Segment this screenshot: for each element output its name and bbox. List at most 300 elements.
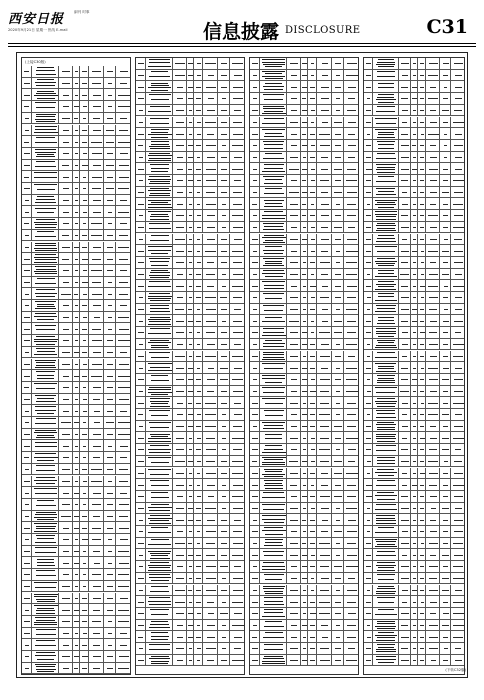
table-cell: [250, 163, 260, 174]
text-glyph: [196, 286, 201, 287]
text-glyph: [62, 481, 70, 482]
text-glyph: [444, 239, 448, 240]
text-glyph: [138, 134, 144, 135]
text-glyph: [107, 118, 113, 119]
text-glyph: [189, 344, 193, 345]
table-cell: [22, 300, 32, 311]
table-cell: [59, 125, 72, 136]
text-glyph: [107, 177, 114, 178]
text-glyph: [263, 586, 285, 587]
table-cell: [441, 444, 451, 455]
text-glyph: [189, 602, 192, 603]
text-glyph: [25, 668, 29, 669]
text-glyph: [454, 496, 463, 497]
text-glyph: [222, 204, 226, 205]
table-cell: [105, 487, 116, 498]
table-cell: [73, 101, 81, 112]
table-row: [22, 499, 130, 511]
text-glyph: [311, 204, 314, 205]
table-row: [136, 269, 244, 281]
table-cell: [89, 277, 104, 288]
table-cell: [89, 557, 104, 568]
table-cell: [399, 269, 411, 280]
text-glyph: [120, 598, 128, 599]
text-glyph: [366, 122, 370, 123]
table-cell: [441, 585, 451, 596]
text-glyph: [444, 145, 448, 146]
text-glyph: [35, 406, 57, 407]
table-row: [250, 456, 358, 468]
table-cell: [105, 370, 116, 381]
text-glyph: [177, 414, 182, 415]
table-cell: [333, 491, 344, 502]
table-cell: [451, 327, 465, 338]
table-cell: [219, 421, 230, 432]
text-glyph: [207, 602, 214, 603]
table-cell: [418, 585, 426, 596]
text-glyph: [322, 75, 328, 76]
text-glyph: [376, 403, 397, 404]
text-glyph: [139, 122, 143, 123]
table-cell: [441, 257, 451, 268]
table-cell: [89, 89, 104, 100]
text-glyph: [375, 532, 397, 533]
table-cell: [22, 476, 32, 487]
text-glyph: [291, 87, 297, 88]
table-cell: [411, 631, 418, 642]
table-cell: [59, 417, 72, 428]
table-cell: [364, 432, 373, 443]
text-glyph: [108, 282, 112, 283]
table-cell: [22, 546, 32, 557]
text-glyph: [262, 215, 286, 216]
table-row: [136, 549, 244, 561]
table-cell: [301, 549, 309, 560]
table-cell: [333, 468, 344, 479]
table-cell: [260, 561, 288, 572]
text-glyph: [334, 169, 342, 170]
table-row: [136, 304, 244, 316]
table-cell: [173, 503, 186, 514]
text-glyph: [265, 246, 282, 247]
text-glyph: [150, 193, 170, 194]
table-cell: [250, 327, 260, 338]
table-cell: [250, 409, 260, 420]
text-glyph: [443, 485, 448, 486]
text-glyph: [375, 509, 397, 510]
text-glyph: [35, 664, 56, 665]
text-glyph: [188, 426, 192, 427]
text-glyph: [118, 621, 129, 622]
text-glyph: [366, 239, 372, 240]
table-cell: [80, 499, 89, 510]
text-glyph: [221, 157, 227, 158]
table-cell: [32, 581, 60, 592]
text-glyph: [34, 95, 58, 96]
table-cell: [230, 327, 246, 338]
text-glyph: [402, 75, 408, 76]
text-glyph: [82, 539, 88, 540]
table-cell: [364, 280, 373, 291]
text-glyph: [138, 192, 144, 193]
text-glyph: [263, 305, 284, 306]
text-glyph: [400, 391, 409, 392]
table-cell: [301, 351, 309, 362]
text-glyph: [177, 180, 183, 181]
table-cell: [187, 573, 195, 584]
text-glyph: [35, 149, 56, 150]
table-cell: [80, 113, 89, 124]
table-cell: [59, 452, 72, 463]
text-glyph: [233, 297, 242, 298]
text-glyph: [442, 578, 449, 579]
table-cell: [116, 394, 132, 405]
text-glyph: [303, 227, 307, 228]
text-glyph: [188, 590, 192, 591]
text-glyph: [139, 157, 143, 158]
text-glyph: [303, 309, 306, 310]
table-cell: [146, 538, 174, 549]
text-glyph: [93, 446, 101, 447]
table-cell: [136, 432, 146, 443]
text-glyph: [232, 473, 243, 474]
table-cell: [219, 222, 230, 233]
text-glyph: [206, 461, 215, 462]
table-cell: [194, 327, 203, 338]
text-glyph: [234, 637, 242, 638]
text-glyph: [289, 461, 298, 462]
text-glyph: [264, 601, 283, 602]
text-glyph: [252, 660, 257, 661]
text-glyph: [176, 321, 185, 322]
table-cell: [441, 93, 451, 104]
text-glyph: [62, 621, 71, 622]
table-cell: [105, 628, 116, 639]
table-cell: [73, 382, 81, 393]
text-glyph: [420, 508, 424, 509]
text-glyph: [430, 157, 437, 158]
table-cell: [80, 335, 89, 346]
table-cell: [364, 128, 373, 139]
text-glyph: [430, 613, 436, 614]
table-cell: [411, 491, 418, 502]
table-row: [250, 128, 358, 140]
text-glyph: [265, 261, 282, 262]
table-cell: [173, 81, 186, 92]
text-glyph: [401, 169, 409, 170]
table-row: [364, 456, 464, 468]
table-cell: [426, 491, 440, 502]
text-glyph: [188, 180, 192, 181]
table-cell: [250, 397, 260, 408]
table-cell: [344, 292, 360, 303]
table-cell: [426, 292, 440, 303]
table-cell: [194, 631, 203, 642]
table-cell: [418, 479, 426, 490]
table-cell: [308, 81, 317, 92]
table-cell: [441, 198, 451, 209]
text-glyph: [176, 227, 183, 228]
text-glyph: [151, 71, 168, 72]
table-row: [22, 394, 130, 406]
table-cell: [399, 409, 411, 420]
table-cell: [287, 479, 300, 490]
table-cell: [136, 538, 146, 549]
text-glyph: [429, 332, 437, 333]
text-glyph: [421, 543, 424, 544]
table-cell: [333, 573, 344, 584]
text-glyph: [336, 555, 341, 556]
table-cell: [203, 257, 218, 268]
table-cell: [219, 257, 230, 268]
text-glyph: [453, 403, 464, 404]
text-glyph: [63, 340, 68, 341]
text-glyph: [34, 383, 57, 384]
table-cell: [187, 655, 195, 666]
table-cell: [373, 234, 399, 245]
table-cell: [105, 101, 116, 112]
text-glyph: [366, 157, 371, 158]
text-glyph: [119, 177, 129, 178]
text-glyph: [220, 379, 227, 380]
text-glyph: [413, 578, 416, 579]
text-glyph: [107, 235, 113, 236]
text-glyph: [264, 574, 284, 575]
table-cell: [373, 643, 399, 654]
table-cell: [260, 339, 288, 350]
text-glyph: [149, 281, 170, 282]
text-glyph: [75, 504, 78, 505]
table-cell: [59, 78, 72, 89]
text-glyph: [63, 551, 70, 552]
text-glyph: [34, 339, 58, 340]
table-cell: [59, 511, 72, 522]
text-glyph: [376, 555, 395, 556]
table-cell: [308, 397, 317, 408]
text-glyph: [377, 228, 395, 229]
table-cell: [441, 596, 451, 607]
text-glyph: [197, 75, 201, 76]
text-glyph: [208, 496, 214, 497]
text-glyph: [189, 122, 192, 123]
table-cell: [250, 608, 260, 619]
table-cell: [187, 140, 195, 151]
table-cell: [146, 117, 174, 128]
table-cell: [411, 117, 418, 128]
text-glyph: [348, 157, 355, 158]
table-cell: [411, 479, 418, 490]
table-cell: [364, 386, 373, 397]
text-glyph: [420, 344, 424, 345]
text-glyph: [264, 148, 283, 149]
table-row: [250, 468, 358, 480]
text-glyph: [290, 602, 298, 603]
text-glyph: [430, 122, 437, 123]
text-glyph: [138, 227, 143, 228]
table-cell: [59, 651, 72, 662]
table-cell: [441, 152, 451, 163]
text-glyph: [35, 442, 57, 443]
text-glyph: [290, 648, 299, 649]
table-cell: [105, 464, 116, 475]
table-cell: [426, 643, 440, 654]
table-cell: [146, 608, 174, 619]
text-glyph: [61, 294, 70, 295]
table-cell: [399, 608, 411, 619]
text-glyph: [63, 574, 68, 575]
text-glyph: [139, 215, 143, 216]
table-cell: [32, 359, 60, 370]
table-cell: [80, 78, 89, 89]
text-glyph: [234, 75, 242, 76]
table-cell: [187, 93, 195, 104]
table-cell: [451, 362, 465, 373]
text-glyph: [75, 282, 78, 283]
table-cell: [230, 456, 246, 467]
table-row: [22, 148, 130, 160]
table-cell: [426, 409, 440, 420]
text-glyph: [302, 274, 306, 275]
table-cell: [399, 187, 411, 198]
text-glyph: [62, 165, 69, 166]
table-row: [250, 58, 358, 70]
text-glyph: [455, 134, 462, 135]
table-cell: [89, 417, 104, 428]
table-cell: [287, 561, 300, 572]
table-cell: [441, 315, 451, 326]
text-glyph: [376, 333, 396, 334]
table-cell: [105, 218, 116, 229]
text-glyph: [35, 142, 57, 143]
table-row: [22, 335, 130, 347]
text-glyph: [233, 227, 243, 228]
text-glyph: [75, 235, 78, 236]
table-cell: [22, 604, 32, 615]
text-glyph: [24, 551, 31, 552]
text-glyph: [366, 63, 372, 64]
table-cell: [287, 409, 300, 420]
table-cell: [116, 125, 132, 136]
text-glyph: [61, 422, 70, 423]
text-glyph: [138, 403, 143, 404]
text-glyph: [320, 145, 330, 146]
text-glyph: [120, 223, 127, 224]
text-glyph: [453, 613, 464, 614]
text-glyph: [310, 625, 315, 626]
table-cell: [59, 335, 72, 346]
table-cell: [230, 175, 246, 186]
text-glyph: [188, 508, 192, 509]
table-cell: [194, 409, 203, 420]
table-cell: [373, 269, 399, 280]
table-cell: [317, 421, 332, 432]
text-glyph: [83, 200, 87, 201]
table-cell: [230, 573, 246, 584]
text-glyph: [75, 364, 78, 365]
text-glyph: [118, 668, 129, 669]
table-cell: [418, 573, 426, 584]
text-glyph: [264, 480, 283, 481]
text-glyph: [61, 516, 70, 517]
text-glyph: [264, 206, 283, 207]
table-cell: [308, 198, 317, 209]
table-row: [364, 117, 464, 129]
table-cell: [22, 616, 32, 627]
text-glyph: [151, 235, 169, 236]
text-glyph: [151, 144, 169, 145]
text-glyph: [253, 309, 257, 310]
table-cell: [59, 499, 72, 510]
table-cell: [301, 222, 309, 233]
table-row: [250, 655, 358, 667]
text-glyph: [321, 251, 328, 252]
table-cell: [105, 639, 116, 650]
table-cell: [260, 421, 288, 432]
table-row: [250, 81, 358, 93]
table-cell: [364, 70, 373, 81]
table-cell: [441, 503, 451, 514]
table-cell: [373, 503, 399, 514]
table-cell: [173, 561, 186, 572]
table-cell: [146, 245, 174, 256]
text-glyph: [188, 75, 193, 76]
text-glyph: [150, 553, 170, 554]
table-cell: [426, 93, 440, 104]
table-cell: [260, 140, 288, 151]
text-glyph: [63, 329, 70, 330]
table-cell: [105, 394, 116, 405]
table-row: [364, 58, 464, 70]
text-glyph: [367, 520, 371, 521]
text-glyph: [151, 462, 169, 463]
table-cell: [441, 304, 451, 315]
text-glyph: [221, 122, 226, 123]
text-glyph: [367, 637, 371, 638]
text-glyph: [336, 309, 340, 310]
text-glyph: [107, 516, 112, 517]
text-glyph: [378, 475, 394, 476]
table-cell: [344, 81, 360, 92]
table-cell: [308, 210, 317, 221]
table-row: [250, 93, 358, 105]
table-cell: [317, 620, 332, 631]
table-cell: [219, 596, 230, 607]
text-glyph: [82, 656, 88, 657]
table-cell: [250, 549, 260, 560]
table-cell: [73, 663, 81, 674]
table-cell: [203, 128, 218, 139]
table-cell: [22, 499, 32, 510]
text-glyph: [367, 134, 371, 135]
table-row: [364, 479, 464, 491]
table-row: [22, 522, 130, 534]
table-cell: [418, 257, 426, 268]
text-glyph: [82, 142, 87, 143]
text-glyph: [93, 399, 100, 400]
table-cell: [203, 280, 218, 291]
text-glyph: [443, 321, 449, 322]
text-glyph: [454, 110, 462, 111]
table-cell: [116, 78, 132, 89]
text-glyph: [262, 519, 285, 520]
text-glyph: [74, 551, 78, 552]
table-cell: [441, 397, 451, 408]
text-glyph: [107, 247, 113, 248]
text-glyph: [336, 251, 340, 252]
text-glyph: [150, 624, 169, 625]
text-glyph: [150, 300, 170, 301]
text-glyph: [188, 461, 192, 462]
